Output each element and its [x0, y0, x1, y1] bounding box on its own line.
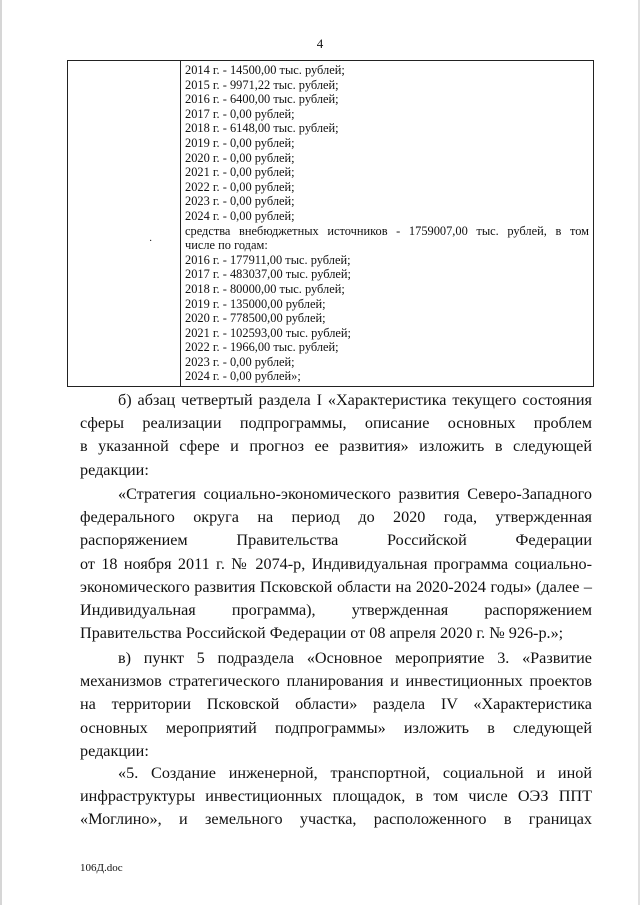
text-line: федерального округа на период до 2020 года, утвержденная — [80, 508, 592, 527]
paragraph-quote-strategy — [80, 483, 592, 645]
page-number: 4 — [316, 36, 324, 51]
text-line: редакции: — [80, 741, 149, 760]
table-line: 2024 г. - 0,00 рублей; — [185, 208, 295, 223]
table-line: 2021 г. - 102593,00 тыс. рублей; — [185, 325, 351, 340]
text-line: основных мероприятий подпрограммы» изложить в следующей — [80, 718, 592, 737]
table-line: 2023 г. - 0,00 рублей; — [185, 354, 295, 369]
scan-edge-left — [0, 0, 2, 905]
text-line: распоряжением Правительства Российской Федерации — [80, 531, 592, 550]
table-line: 2021 г. - 0,00 рублей; — [185, 165, 295, 180]
paragraph-b — [80, 389, 592, 482]
paragraph-quote-infrastructure — [80, 762, 592, 832]
text-line: в указанной сфере и прогноз ее развития» изложить в следующей — [80, 437, 592, 456]
text-line: б) абзац четвертый раздела I «Характеристика текущего состояния — [118, 391, 592, 409]
table-line: 2018 г. - 6148,00 тыс. рублей; — [185, 121, 339, 136]
table-line: 2019 г. - 135000,00 рублей; — [185, 296, 326, 311]
funding-table-cell — [185, 63, 589, 384]
table-line: 2015 г. - 9971,22 тыс. рублей; — [185, 77, 339, 92]
table-line: 2017 г. - 0,00 рублей; — [185, 106, 295, 121]
table-line: 2016 г. - 177911,00 тыс. рублей; — [185, 252, 351, 267]
table-line: 2022 г. - 0,00 рублей; — [185, 179, 295, 194]
text-line: от 18 ноября 2011 г. № 2074-р, Индивидуальная программа социально- — [80, 554, 592, 573]
table-line: 2020 г. - 778500,00 рублей; — [185, 311, 326, 326]
text-line: «Моглино», и земельного участка, расположенного в границах — [80, 810, 592, 829]
text-line: редакции: — [80, 460, 149, 479]
table-line: 2019 г. - 0,00 рублей; — [185, 135, 295, 150]
table-line: 2024 г. - 0,00 рублей»; — [185, 369, 301, 384]
text-line: «5. Создание инженерной, транспортной, социальной и иной — [118, 764, 592, 782]
text-line: экономического развития Псковской области на 2020-2024 годы» (далее – — [80, 577, 592, 596]
funding-table — [67, 60, 594, 387]
table-line: 2020 г. - 0,00 рублей; — [185, 150, 295, 165]
table-line: 2022 г. - 1966,00 тыс. рублей; — [185, 340, 339, 355]
footer-filename: 106Д.doc — [80, 862, 123, 874]
table-line: 2017 г. - 483037,00 тыс. рублей; — [185, 267, 351, 282]
table-line: числе по годам: — [185, 238, 268, 253]
text-line: инфраструктуры инвестиционных площадок, в том числе ОЭЗ ППТ — [80, 787, 592, 806]
paragraph-v — [80, 647, 592, 763]
text-line: Правительства Российской Федерации от 08 апреля 2020 г. № 926-р.»; — [80, 624, 564, 643]
left-cell-mark: · — [149, 236, 153, 247]
table-line: 2016 г. - 6400,00 тыс. рублей; — [185, 92, 339, 107]
text-line: на территории Псковской области» раздела IV «Характеристика — [80, 695, 592, 714]
text-line: Индивидуальная программа), утвержденная распоряжением — [80, 601, 592, 620]
table-line: 2018 г. - 80000,00 тыс. рублей; — [185, 281, 345, 296]
text-line: «Стратегия социально-экономического развития Северо-Западного — [118, 485, 592, 503]
text-line: сферы реализации подпрограммы, описание основных проблем — [80, 414, 592, 433]
text-line: в) пункт 5 подраздела «Основное мероприятие 3. «Развитие — [118, 649, 592, 667]
text-line: механизмов стратегического планирования и инвестиционных проектов — [80, 672, 592, 691]
table-line: средства внебюджетных источников - 1759007,00 тыс. рублей, в том — [185, 223, 589, 238]
table-column-divider — [180, 61, 181, 386]
table-line: 2023 г. - 0,00 рублей; — [185, 194, 295, 209]
table-line: 2014 г. - 14500,00 тыс. рублей; — [185, 63, 345, 77]
